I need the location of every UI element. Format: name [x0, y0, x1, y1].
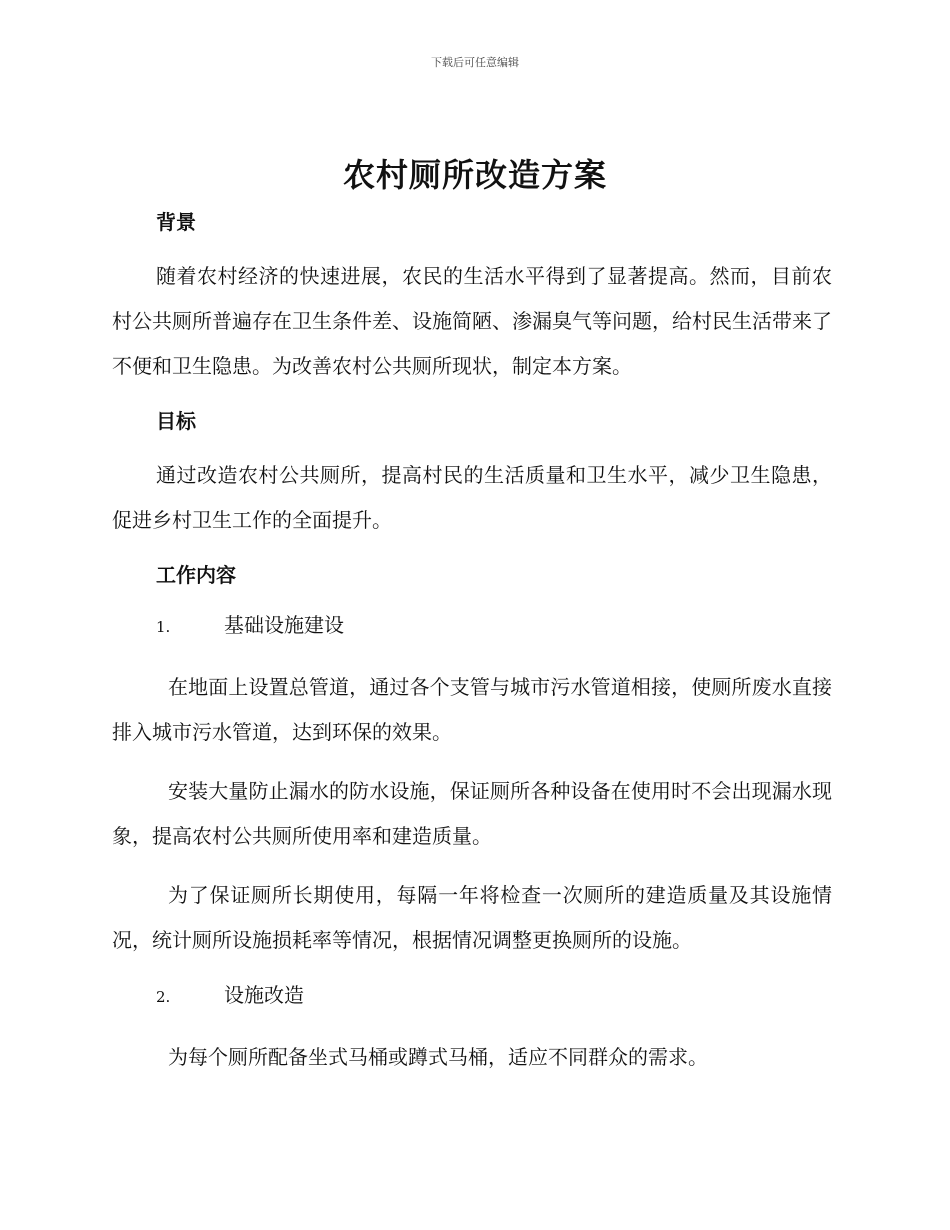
work-item-1-paragraph-2: 安装大量防止漏水的防水设施，保证厕所各种设备在使用时不会出现漏水现象，提高农村公共厕所使用率和建造质量。 — [112, 779, 832, 848]
section-heading-goal: 目标 — [156, 409, 196, 433]
work-item-label: 设施改造 — [224, 983, 304, 1007]
work-item-2 — [112, 977, 832, 1015]
document-title: 农村厕所改造方案 — [342, 156, 607, 194]
section-heading-work: 工作内容 — [156, 563, 236, 587]
work-item-label: 基础设施建设 — [224, 613, 344, 637]
work-item-number: 2. — [156, 988, 171, 1006]
work-item-1-paragraph-1: 在地面上设置总管道，通过各个支管与城市污水管道相接，使厕所废水直接排入城市污水管道，达到环保的效果。 — [112, 675, 832, 744]
goal-paragraph: 通过改造农村公共厕所，提高村民的生活质量和卫生水平，减少卫生隐患，促进乡村卫生工作的全面提升。 — [112, 463, 832, 532]
work-item-2-paragraph-1: 为每个厕所配备坐式马桶或蹲式马桶，适应不同群众的需求。 — [168, 1045, 708, 1069]
document-body — [112, 204, 832, 1080]
work-item-1 — [112, 607, 832, 645]
background-paragraph: 随着农村经济的快速进展，农民的生活水平得到了显著提高。然而，目前农村公共厕所普遍存在卫生条件差、设施简陋、渗漏臭气等问题，给村民生活带来了不便和卫生隐患。为改善农村公共厕所现状，制定本方案。 — [112, 264, 832, 378]
section-heading-background: 背景 — [156, 210, 196, 234]
work-item-1-paragraph-3: 为了保证厕所长期使用，每隔一年将检查一次厕所的建造质量及其设施情况，统计厕所设施损耗率等情况，根据情况调整更换厕所的设施。 — [112, 883, 832, 952]
header-note: 下载后可任意编辑 — [431, 56, 519, 69]
work-item-number: 1. — [156, 618, 171, 636]
